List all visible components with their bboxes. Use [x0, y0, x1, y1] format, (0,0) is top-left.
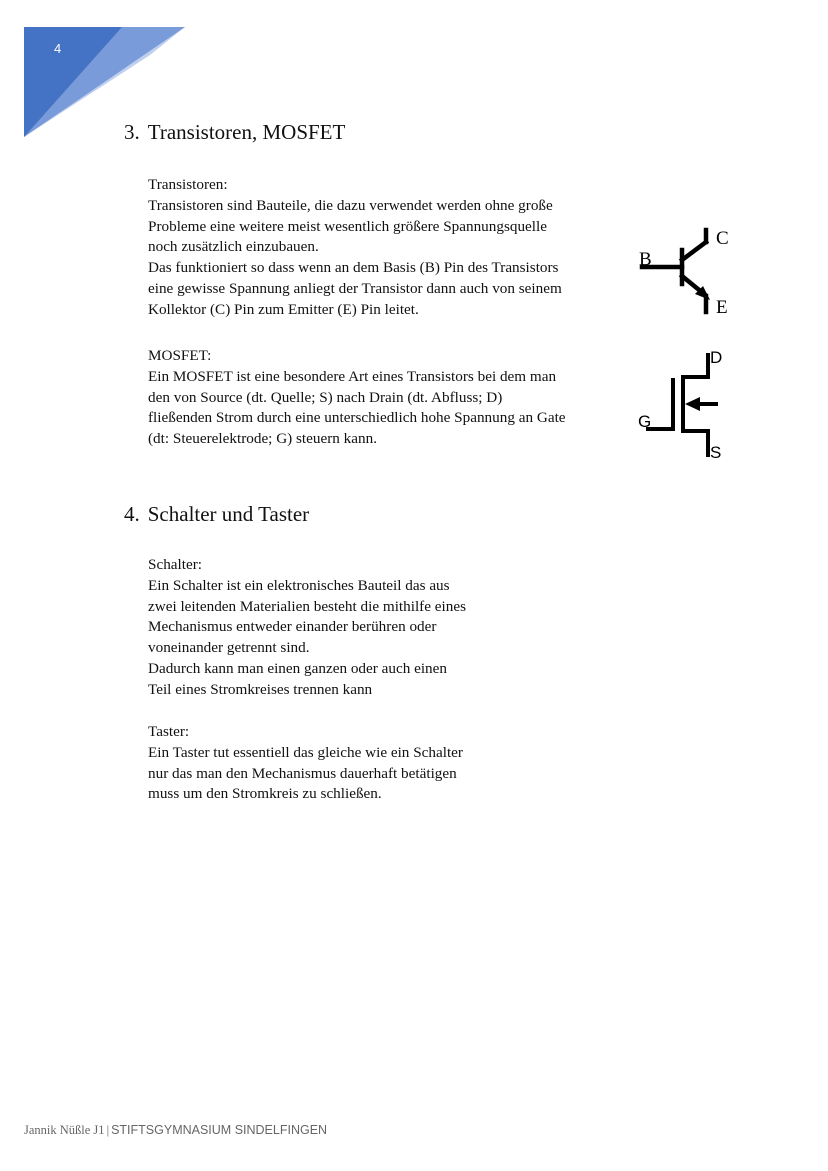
transistor-label-base: B [639, 249, 652, 270]
text-line: zwei leitenden Materialien besteht die mithilfe eines [148, 597, 466, 615]
mosfet-arrow [685, 397, 700, 411]
text-line: voneinander getrennt sind. [148, 639, 310, 657]
text-line: Ein MOSFET ist eine besondere Art eines Transistors bei dem man [148, 367, 557, 385]
mosfet-label-drain: D [710, 348, 723, 367]
section-3-heading [124, 120, 345, 145]
section-3-number: 3. [124, 120, 140, 144]
text-line: (dt: Steuerelektrode; G) steuern kann. [148, 430, 377, 448]
mosfet-subheading: MOSFET: [148, 347, 212, 364]
footer-school: STIFTSGYMNASIUM SINDELFINGEN [111, 1123, 328, 1137]
section-4-heading [124, 502, 309, 527]
transistor-paragraph [148, 175, 562, 321]
text-line: Teil eines Stromkreises trennen kann [148, 680, 373, 698]
text-line: den von Source (dt. Quelle; S) nach Drain (dt. Abfluss; D) [148, 388, 503, 406]
footer-separator: | [106, 1123, 110, 1137]
footer-author: Jannik Nüßle J1 [24, 1123, 105, 1137]
text-line: Mechanismus entweder einander berühren oder [148, 618, 437, 636]
npn-transistor-icon [630, 220, 740, 320]
text-line: noch zusätzlich einzubauen. [148, 238, 319, 256]
transistor-subheading: Transistoren: [148, 176, 228, 193]
section-4-number: 4. [124, 502, 140, 526]
text-line: Kollektor (C) Pin zum Emitter (E) Pin leitet. [148, 300, 419, 318]
section-3-title: Transistoren, MOSFET [147, 120, 346, 144]
taster-subheading: Taster: [148, 723, 190, 740]
text-line: eine gewisse Spannung anliegt der Transistor dann auch von seinem [148, 279, 562, 297]
taster-paragraph [148, 722, 463, 805]
mosfet-icon [630, 345, 740, 465]
page-number: 4 [54, 41, 62, 56]
text-line: Ein Schalter ist ein elektronisches Bauteil das aus [148, 576, 450, 594]
schalter-paragraph [148, 555, 466, 701]
text-line: Probleme eine weitere meist wesentlich größere Spannungsquelle [148, 217, 547, 235]
transistor-collector-lead [682, 242, 706, 260]
section-4-title: Schalter und Taster [147, 502, 310, 526]
mosfet-paragraph [148, 346, 566, 450]
text-line: Dadurch kann man einen ganzen oder auch einen [148, 659, 447, 677]
text-line: Transistoren sind Bauteile, die dazu verwendet werden ohne große [148, 196, 553, 214]
transistor-label-emitter: E [716, 297, 728, 318]
text-line: Das funktioniert so dass wenn an dem Basis (B) Pin des Transistors [148, 259, 559, 277]
text-line: muss um den Stromkreis zu schließen. [148, 785, 382, 803]
text-line: Ein Taster tut essentiell das gleiche wie ein Schalter [148, 743, 463, 761]
text-line: fließenden Strom durch eine unterschiedlich hohe Spannung an Gate [148, 409, 566, 427]
transistor-label-collector: C [716, 228, 729, 249]
schalter-subheading: Schalter: [148, 556, 202, 573]
mosfet-label-source: S [710, 443, 722, 462]
text-line: nur das man den Mechanismus dauerhaft betätigen [148, 764, 457, 782]
page-footer [24, 1123, 327, 1138]
mosfet-label-gate: G [638, 412, 652, 431]
